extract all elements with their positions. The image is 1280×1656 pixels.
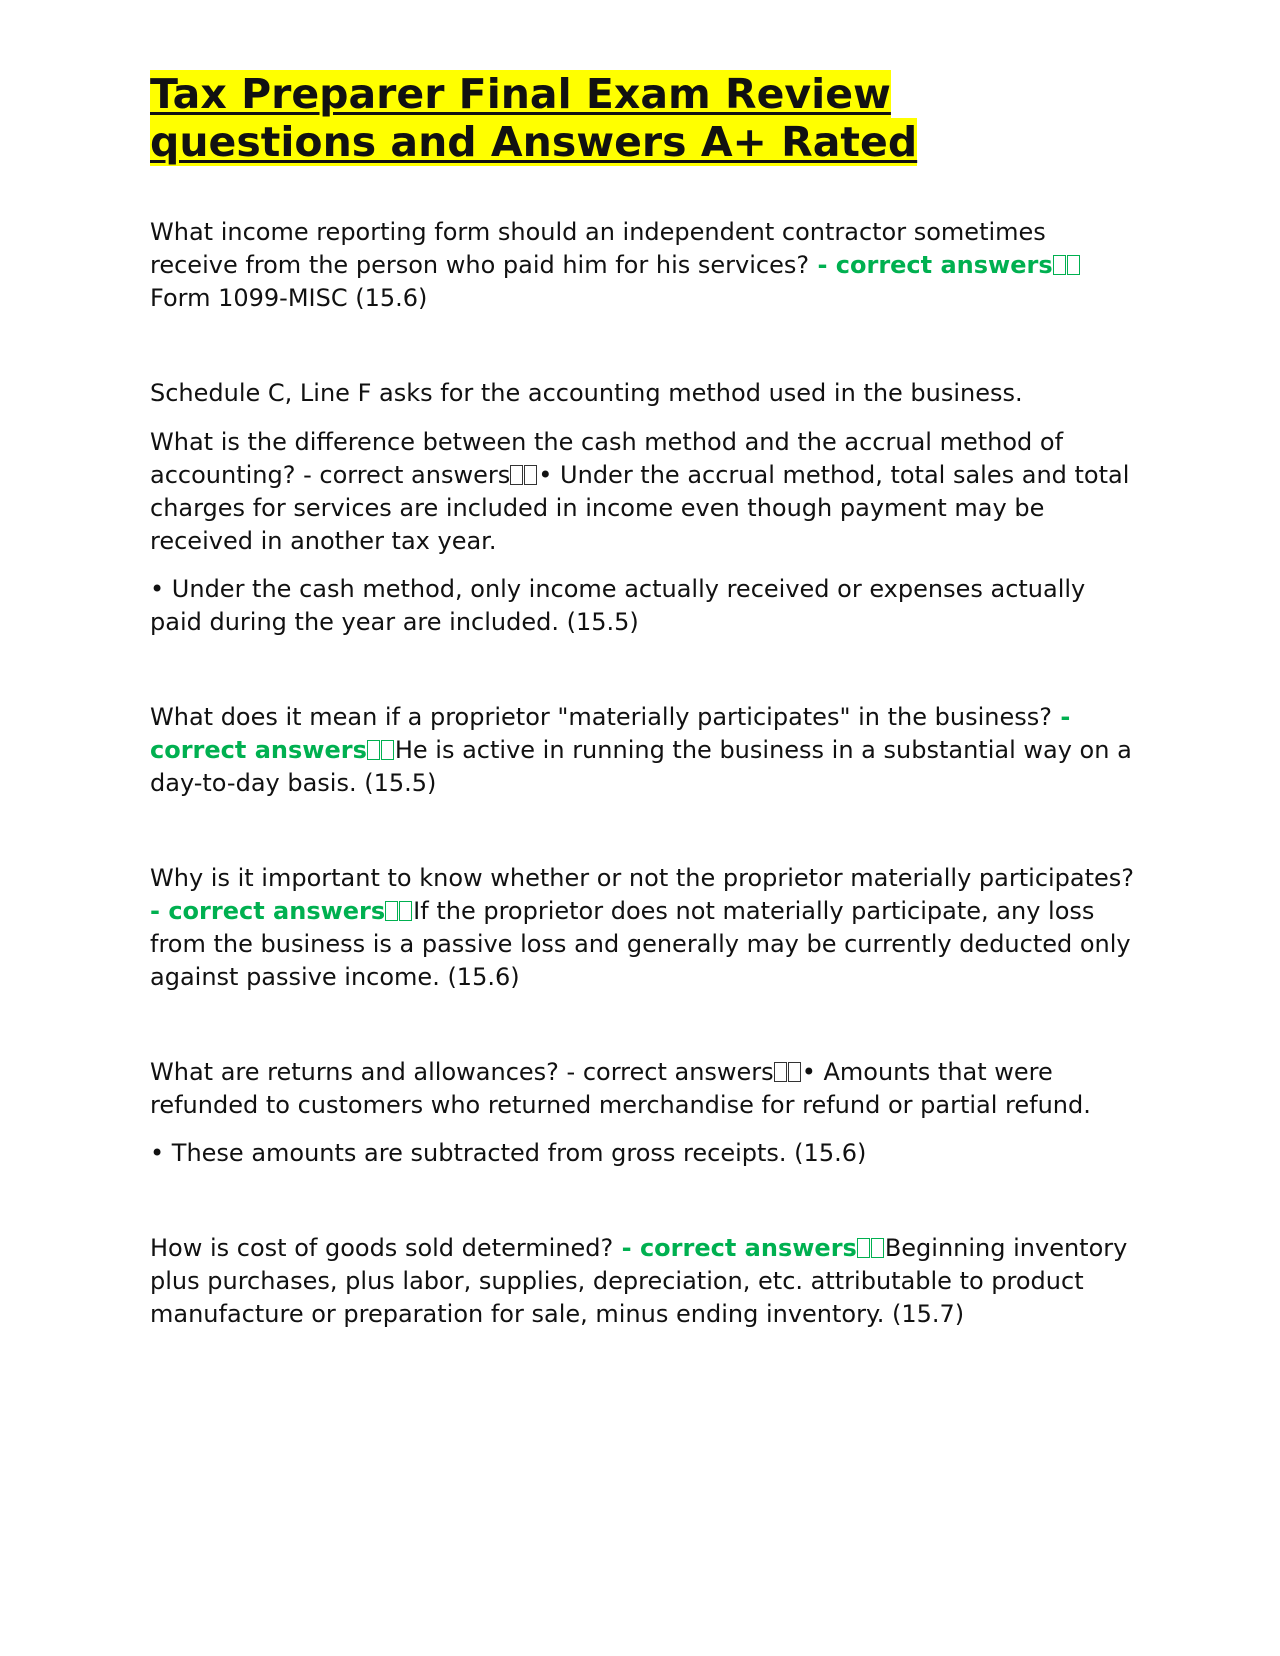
answer-continuation: • These amounts are subtracted from gross receipts. (15.6) <box>150 1139 867 1167</box>
answer-marker: - correct answers <box>150 897 386 925</box>
qa-item <box>150 216 1140 315</box>
missing-glyph-icon <box>510 461 538 489</box>
answer-text: He is active in running the business in a substantial way on a day-to-day basis. (15.5) <box>150 736 1132 797</box>
qa-item <box>150 1056 1140 1122</box>
answer-text: Form 1099-MISC (15.6) <box>150 284 428 312</box>
question-text: How is cost of goods sold determined? <box>150 1234 614 1262</box>
missing-glyph-icon <box>774 1058 802 1086</box>
missing-glyph-icon <box>857 1234 885 1262</box>
title-line-1: Tax Preparer Final Exam Review <box>150 70 891 118</box>
answer-text: If the proprietor does not materially participate, any loss from the business is a passive loss and generally may be currently deducted only against passive income. (15.6) <box>150 897 1131 991</box>
question-text: What is the difference between the cash method and the accrual method of accounting? <box>150 428 1064 489</box>
qa-item <box>150 1232 1140 1331</box>
answer-text: Beginning inventory plus purchases, plus labor, supplies, depreciation, etc. attributable to product manufacture or preparation for sale, minus ending inventory. (15.7) <box>150 1234 1128 1328</box>
document-page <box>150 70 1140 1331</box>
answer-text: • Amounts that were refunded to customers who returned merchandise for refund or partial refund. <box>150 1058 1091 1119</box>
document-title <box>150 70 1140 166</box>
qa-item <box>150 701 1140 800</box>
question-text: What income reporting form should an independent contractor sometimes receive from the person who paid him for his services? <box>150 218 1046 279</box>
answer-marker: - correct answers <box>150 703 1071 764</box>
intro-text: Schedule C, Line F asks for the accounting method used in the business. <box>150 379 1023 407</box>
missing-glyph-icon <box>385 897 413 925</box>
question-text: What are returns and allowances? <box>150 1058 559 1086</box>
answer-marker: - correct answers <box>809 251 1053 279</box>
answer-marker: - correct answers <box>558 1058 774 1086</box>
question-text: What does it mean if a proprietor "materially participates" in the business? <box>150 703 1052 731</box>
answer-marker: - correct answers <box>613 1234 857 1262</box>
qa-item <box>150 862 1140 994</box>
missing-glyph-icon <box>367 736 395 764</box>
answer-marker: - correct answers <box>295 461 511 489</box>
missing-glyph-icon <box>1053 251 1081 279</box>
title-line-2: questions and Answers A+ Rated <box>150 118 918 166</box>
qa-item <box>150 426 1140 558</box>
answer-continuation: • Under the cash method, only income actually received or expenses actually paid during the year are included. (15.5) <box>150 575 1086 636</box>
answer-text: • Under the accrual method, total sales and total charges for services are included in income even though payment may be received in another tax year. <box>150 461 1130 555</box>
question-text: Why is it important to know whether or not the proprietor materially participates? <box>150 864 1135 892</box>
